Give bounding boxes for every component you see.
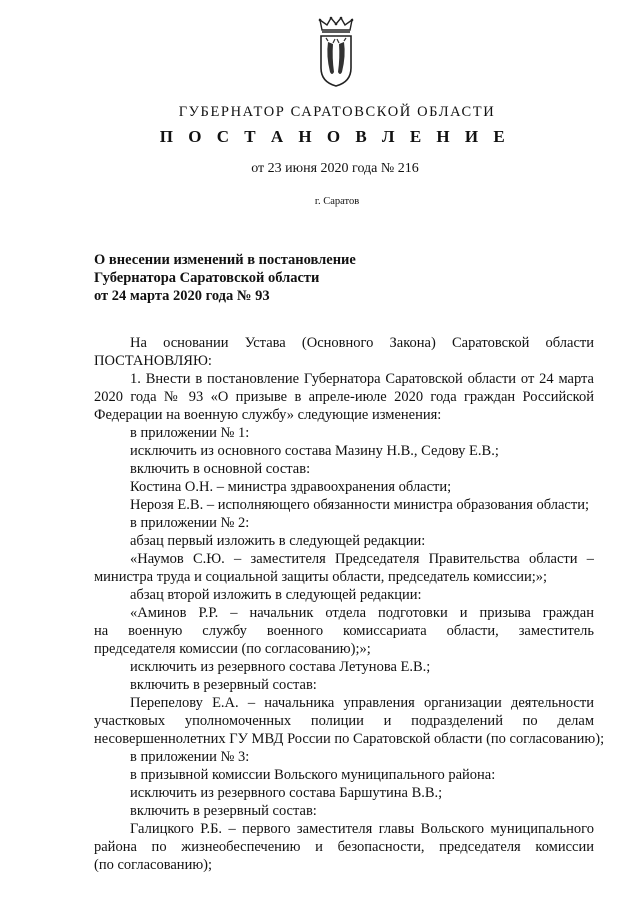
body-line: на военную службу военного комиссариата области, заместитель: [94, 623, 594, 639]
body-line: председателя комиссии (по согласованию);»;: [94, 641, 371, 657]
body-line: Федерации на военную службу» следующие изменения:: [94, 407, 442, 423]
body-line: включить в резервный состав:: [130, 677, 317, 693]
body-line: района по жизнеобеспечению и безопасности, председателя комиссии: [94, 839, 594, 855]
authority-name: ГУБЕРНАТОР САРАТОВСКОЙ ОБЛАСТИ: [178, 104, 496, 120]
subject-line: Губернатора Саратовской области: [94, 270, 320, 286]
body-line: Нерозя Е.В. – исполняющего обязанности министра образования области;: [130, 497, 589, 513]
body-line: участковых уполномоченных полиции и подразделений по делам: [94, 713, 594, 729]
body-line: Костина О.Н. – министра здравоохранения области;: [130, 479, 452, 495]
body-line: ПОСТАНОВЛЯЮ:: [94, 353, 212, 369]
subject-line: от 24 марта 2020 года № 93: [94, 288, 270, 304]
saratov-coat-of-arms-icon: [316, 16, 356, 88]
body-line: включить в основной состав:: [130, 461, 311, 477]
body-line: в приложении № 1:: [130, 425, 250, 441]
body-line: исключить из основного состава Мазину Н.В., Седову Е.В.;: [130, 443, 499, 459]
document-type: П О С Т А Н О В Л Е Н И Е: [159, 127, 511, 146]
body-line: «Наумов С.Ю. – заместителя Председателя Правительства области –: [130, 551, 594, 567]
subject-line: О внесении изменений в постановление: [94, 252, 356, 268]
body-line: 1. Внести в постановление Губернатора Саратовской области от 24 марта: [130, 371, 594, 387]
body-line: включить в резервный состав:: [130, 803, 317, 819]
document-city: г. Саратов: [314, 196, 360, 207]
document-date-number: от 23 июня 2020 года № 216: [251, 161, 419, 176]
body-line: абзац второй изложить в следующей редакции:: [130, 587, 422, 603]
body-line: (по согласованию);: [94, 857, 213, 873]
body-line: в приложении № 3:: [130, 749, 250, 765]
body-line: несовершеннолетних ГУ МВД России по Саратовской области (по согласованию);: [94, 731, 605, 747]
body-line: «Аминов Р.Р. – начальник отдела подготовки и призыва граждан: [130, 605, 594, 621]
body-line: в приложении № 2:: [130, 515, 250, 531]
body-line: исключить из резервного состава Баршутина В.В.;: [130, 785, 443, 801]
body-line: Галицкого Р.Б. – первого заместителя главы Вольского муниципального: [130, 821, 594, 837]
document-body: [94, 334, 605, 874]
body-line: Перепелову Е.А. – начальника управления организации деятельности: [130, 695, 594, 711]
document-subject: [94, 251, 356, 305]
body-line: исключить из резервного состава Летунова Е.В.;: [130, 659, 431, 675]
body-line: в призывной комиссии Вольского муниципального района:: [130, 767, 496, 783]
body-line: министра труда и социальной защиты области, председатель комиссии;»;: [94, 569, 548, 585]
body-line: 2020 года № 93 «О призыве в апреле-июле 2020 года граждан Российской: [94, 389, 594, 405]
body-line: На основании Устава (Основного Закона) Саратовской области: [130, 335, 594, 351]
body-line: абзац первый изложить в следующей редакции:: [130, 533, 426, 549]
